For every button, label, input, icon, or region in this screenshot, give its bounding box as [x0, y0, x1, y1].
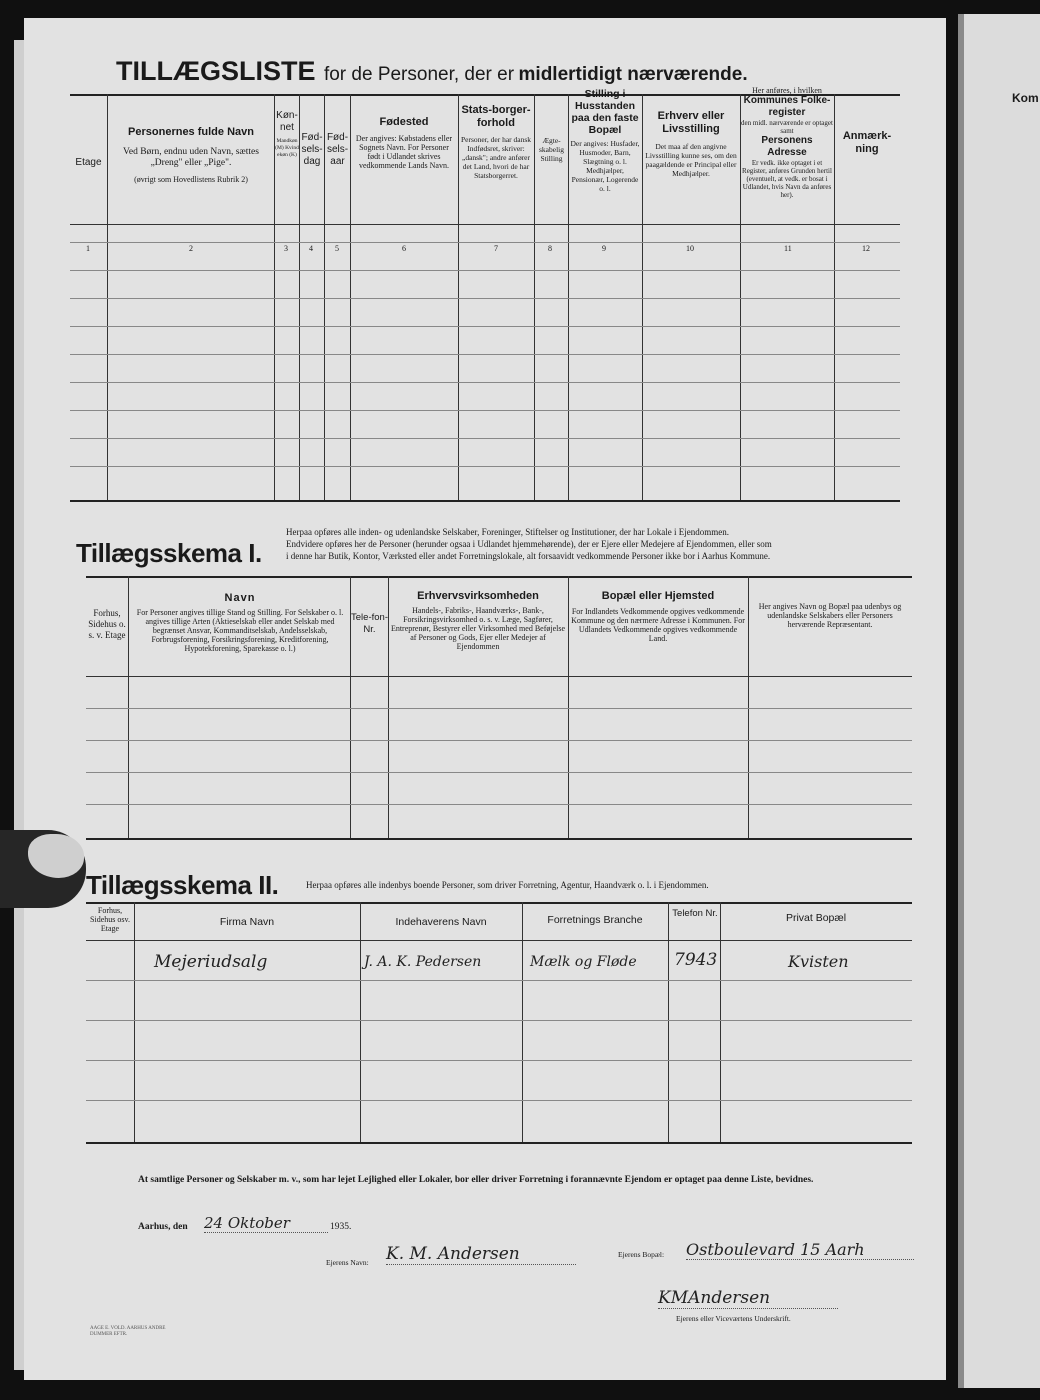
- header-fodested: [352, 116, 456, 170]
- skema1-h-repr: Her angives Navn og Bopæl paa udenbys og udenlandske Selskabers eller Personers herværende Repræsentant.: [758, 602, 902, 629]
- col-number: 9: [602, 244, 606, 253]
- header-stilling-title: Stilling i Husstanden paa den faste Bopæl: [571, 88, 639, 136]
- entry-bopael: Kvisten: [788, 952, 849, 971]
- skema2-desc: Herpaa opføres alle indenbys boende Personer, som driver Forretning, Agentur, Haandværk o. l. i Ejendommen.: [306, 880, 709, 890]
- skema1-title: Tillægsskema I.: [76, 538, 262, 568]
- skema2-h-indehaver: Indehaverens Navn: [395, 916, 487, 928]
- ejer-bopael-label: Ejerens Bopæl:: [618, 1250, 665, 1259]
- header-aegteskab: Ægte-skabelig Stilling: [539, 136, 564, 163]
- row-rule: [86, 1020, 912, 1021]
- header-stilling-sub: Der angives: Husfader, Husmoder, Barn, Slægtning o. l. Medhjælper, Pensionær, Logerende o. l.: [570, 139, 640, 193]
- header-erhverv-sub: Det maa af den angivne Livsstilling kunne ses, om den paagældende er Principal eller Medhjælper.: [645, 142, 737, 178]
- col-divider: [388, 576, 389, 838]
- skema2-h-branche: Forretnings Branche: [547, 914, 643, 926]
- skema2-top-rule: [86, 902, 912, 904]
- title-big: TILLÆGSLISTE: [116, 56, 316, 86]
- header-fodested-title: Fødested: [379, 116, 429, 128]
- header-stat-title: Stats-borger-forhold: [461, 104, 531, 129]
- header-fodselsaar: Fød-sels-aar: [326, 132, 349, 167]
- skema1-header-rule: [86, 676, 912, 677]
- col-divider: [748, 576, 749, 838]
- header-kommune-top: Her anføres, i hvilken: [752, 86, 822, 95]
- title-rest: for de Personer, der er: [323, 64, 515, 85]
- header-erhverv: [644, 110, 738, 178]
- main-list-title: [116, 56, 748, 87]
- col-divider: [834, 94, 835, 500]
- row-rule: [70, 326, 900, 327]
- header-statsborger: [460, 104, 532, 180]
- row-rule: [70, 466, 900, 467]
- header-kommune: [741, 86, 833, 199]
- skema1-h-forhus: Forhus, Sidehus o. s. v. Etage: [88, 608, 126, 640]
- row-rule: [70, 298, 900, 299]
- header-kommune-title: Kommunes Folke-register: [743, 95, 831, 118]
- entry-firma: Mejeriudsalg: [154, 952, 268, 972]
- row-rule: [70, 242, 900, 243]
- skema1-top-rule: [86, 576, 912, 578]
- header-stat-sub: Personer, der har dansk Indfødsret, skriver: „dansk"; andre anfører det Land, hvori de har Statsborgerret.: [460, 135, 532, 180]
- row-rule: [70, 270, 900, 271]
- skema1-h-bopael-sub: For Indlandets Vedkommende opgives vedkommende Kommune og den nærmere Adresse i Kommunen. For Udlandets Vedkommende opgives vedkommende Land.: [571, 607, 745, 643]
- owner-signature: KMAndersen: [658, 1288, 838, 1309]
- col-number: 5: [335, 244, 339, 253]
- skema2-bottom-rule: [86, 1142, 912, 1144]
- skema1-desc-line2: Endvidere opføres her de Personer (herunder ogsaa i Udlandet hjemmehørende), der er Ejere eller Medejere af Ejendommen, eller som: [286, 539, 772, 549]
- col-divider: [458, 94, 459, 500]
- row-rule: [86, 740, 912, 741]
- header-kon-sub: Mandkøn (M) Kvindekøn (K): [275, 138, 299, 158]
- row-rule: [86, 772, 912, 773]
- ejer-navn-label: Ejerens Navn:: [326, 1258, 369, 1267]
- skema1-h-navn-cell: [132, 592, 348, 653]
- row-rule: [86, 804, 912, 805]
- skema1-h-bopael: Bopæl eller Hjemsted: [601, 590, 715, 602]
- skema1-description: [286, 526, 898, 562]
- col-divider: [350, 94, 351, 500]
- header-navn-note: (øvrigt som Hovedlistens Rubrik 2): [134, 175, 248, 184]
- header-etage: Etage: [75, 157, 102, 168]
- header-kommune-mid: den midl. nærværende er optaget samt: [741, 119, 833, 135]
- header-stilling: [570, 88, 640, 193]
- col-divider: [128, 576, 129, 838]
- header-anmaerkning: Anmærk-ning: [842, 130, 892, 155]
- row-rule: [86, 1060, 912, 1061]
- col-number: 1: [86, 244, 90, 253]
- footer-statement: At samtlige Personer og Selskaber m. v., som har lejet Lejlighed eller Lokaler, bor eller driver Forretning i forannævnte Ejendom er optaget paa denne Liste, bevidnes.: [138, 1175, 814, 1185]
- col-divider: [522, 902, 523, 1142]
- col-divider: [107, 94, 108, 500]
- header-fodested-sub: Der angives: Købstadens eller Sognets Navn. For Personer født i Udlandet skrives vedkommende Lands Navn.: [355, 134, 453, 170]
- printer-note: AAGE E. VOLD. AARHUS ANDRE DUMMER EFTR.: [90, 1326, 166, 1337]
- skema2-h-bopael: Privat Bopæl: [785, 912, 847, 924]
- col-divider: [668, 902, 669, 1142]
- entry-branche: Mælk og Fløde: [530, 954, 637, 970]
- col-number: 7: [494, 244, 498, 253]
- col-divider: [134, 902, 135, 1142]
- facing-page-title: Kom: [1012, 91, 1039, 105]
- col-number: 12: [862, 244, 870, 253]
- header-bottom-rule: [70, 224, 900, 225]
- skema1-desc-line1: Herpaa opføres alle inden- og udenlandske Selskaber, Foreninger, Stiftelser og Institutioner, der har Lokale i Ejendommen.: [286, 527, 730, 537]
- col-divider: [720, 902, 721, 1142]
- skema1-h-erhverv-sub: Handels-, Fabriks-, Haandværks-, Bank-, Forsikringsvirksomhed o. s. v. Læge, Sagfører, Entreprenør, Bestyrer eller Virksomhed med Beføjelse af Personer og Gods, Ejer eller Medejer af Ejendommen: [390, 606, 566, 651]
- form-sheet: [24, 18, 946, 1380]
- row-rule: [86, 980, 912, 981]
- row-rule: [70, 438, 900, 439]
- col-number: 6: [402, 244, 406, 253]
- footer-place: Aarhus, den: [138, 1222, 188, 1232]
- row-rule: [70, 354, 900, 355]
- col-number: 8: [548, 244, 552, 253]
- col-divider: [360, 902, 361, 1142]
- header-navn: [110, 126, 272, 184]
- skema2-h-telefon: Telefon Nr.: [672, 908, 718, 919]
- row-rule: [86, 1100, 912, 1101]
- skema1-bottom-rule: [86, 838, 912, 840]
- footer-year: 1935.: [330, 1222, 352, 1232]
- entry-telefon: 7943: [674, 950, 718, 970]
- footer-date: 24 Oktober: [204, 1214, 328, 1233]
- table-bottom-rule: [70, 500, 900, 502]
- row-rule: [86, 708, 912, 709]
- title-bold: midlertidigt nærværende.: [518, 64, 748, 85]
- col-number: 3: [284, 244, 288, 253]
- col-number: 2: [189, 244, 193, 253]
- header-kon: [275, 110, 299, 159]
- header-kon-title: Køn-net: [276, 110, 298, 133]
- skema1-h-erhverv-cell: [390, 590, 566, 651]
- skema1-h-navn-sub: For Personer angives tillige Stand og Stilling. For Selskaber o. l. angives tillige Arten (Aktieselskab eller andet Selskab med begrænset Ansvar, Kommanditselskab, Andelsselskab, Forbrugsforening, Forsikringsforening, Kreditforening, Hypotekforening, Sparekasse o. l.): [136, 608, 344, 653]
- col-divider: [568, 576, 569, 838]
- signature-label: Ejerens eller Viceværtens Underskrift.: [676, 1314, 791, 1323]
- col-number: 4: [309, 244, 313, 253]
- row-rule: [70, 382, 900, 383]
- header-fodselsdag: Fød-sels-dag: [301, 132, 323, 167]
- entry-indehaver: J. A. K. Pedersen: [364, 954, 482, 970]
- facing-page: [958, 14, 1040, 1388]
- ejer-navn: K. M. Andersen: [386, 1244, 576, 1265]
- header-kommune-title2: Personens Adresse: [761, 135, 813, 158]
- header-erhverv-title: Erhverv eller Livsstilling: [657, 110, 725, 135]
- header-kommune-sub: Er vedk. ikke optaget i et Register, anføres Grunden hertil (eventuelt, at vedk. er bosat i Udlandet, hvis Navn da anføres her).: [742, 159, 832, 199]
- ejer-bopael: Ostboulevard 15 Aarh: [686, 1240, 914, 1260]
- skema2-h-firma: Firma Navn: [219, 916, 275, 928]
- col-divider: [568, 94, 569, 500]
- skema1-h-navn: Navn: [224, 592, 256, 604]
- col-number: 10: [686, 244, 694, 253]
- skema1-h-telefon: Tele-fon-Nr.: [351, 612, 388, 635]
- skema1-desc-line3: i denne har Butik, Kontor, Værksted eller andet Forretningslokale, alt forsaavidt vedkommende Personer ikke bor i Aarhus Kommune.: [286, 551, 771, 561]
- skema1-h-erhverv: Erhvervsvirksomheden: [417, 590, 539, 602]
- col-number: 11: [784, 244, 792, 253]
- skema1-h-bopael-cell: [570, 590, 746, 643]
- col-divider: [642, 94, 643, 500]
- header-navn-title: Personernes fulde Navn: [128, 126, 254, 138]
- skema2-h-forhus: Forhus, Sidehus osv. Etage: [90, 906, 130, 933]
- skema2-header-rule: [86, 940, 912, 941]
- skema2-title: Tillægsskema II.: [86, 870, 279, 900]
- binding-gutter: [958, 14, 964, 1388]
- header-navn-sub: Ved Børn, endnu uden Navn, sættes „Dreng" eller „Pige".: [123, 147, 259, 168]
- row-rule: [70, 410, 900, 411]
